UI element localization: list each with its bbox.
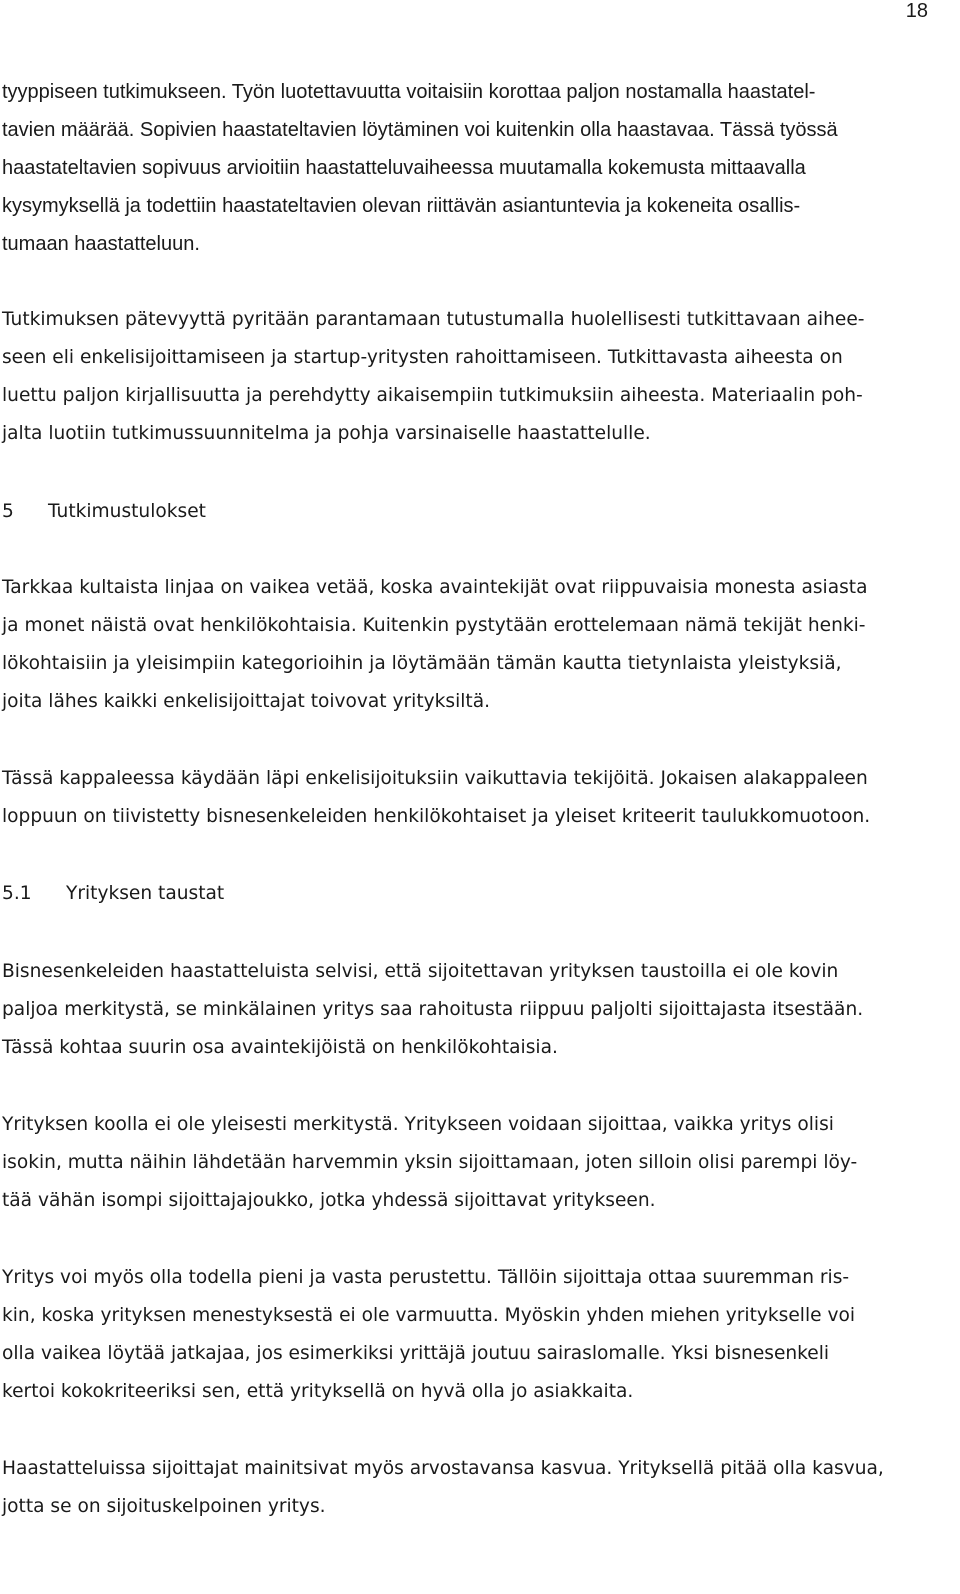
text-line: haastateltavien sopivuus arvioitiin haastatteluvaiheessa muutamalla kokemusta mittaavalla bbox=[2, 157, 806, 179]
text-line: seen eli enkelisijoittamiseen ja startup-yritysten rahoittamiseen. Tutkittavasta aiheesta on bbox=[2, 347, 843, 368]
text-line: olla vaikea löytää jatkajaa, jos esimerkiksi yrittäjä joutuu sairaslomalle. Yksi bisnesenkeli bbox=[2, 1343, 830, 1364]
text-line: ja monet näistä ovat henkilökohtaisia. Kuitenkin pystytään erottelemaan nämä tekijät henki- bbox=[2, 615, 866, 636]
text-line: lökohtaisiin ja yleisimpiin kategorioihin ja löytämään tämän kautta tietynlaista yleistyksiä, bbox=[2, 653, 842, 674]
text-line: Bisnesenkeleiden haastatteluista selvisi, että sijoitettavan yrityksen taustoilla ei ole kovin bbox=[2, 961, 839, 982]
page-number: 18 bbox=[905, 0, 928, 22]
text-line: Haastatteluissa sijoittajat mainitsivat myös arvostavansa kasvua. Yrityksellä pitää olla kasvua, bbox=[2, 1458, 884, 1479]
text-line: tavien määrää. Sopivien haastateltavien löytäminen voi kuitenkin olla haastavaa. Tässä työssä bbox=[2, 119, 838, 141]
text-line: luettu paljon kirjallisuutta ja perehdytty aikaisempiin tutkimuksiin aiheesta. Materiaalin poh- bbox=[2, 385, 863, 406]
text-line: jalta luotiin tutkimussuunnitelma ja pohja varsinaiselle haastattelulle. bbox=[2, 423, 651, 444]
text-line: Tutkimuksen pätevyyttä pyritään parantamaan tutustumalla huolellisesti tutkittavaan aihee- bbox=[2, 309, 865, 330]
text-line: Yritys voi myös olla todella pieni ja vasta perustettu. Tällöin sijoittaja ottaa suuremman ris- bbox=[2, 1267, 850, 1288]
text-line: Tässä kappaleessa käydään läpi enkelisijoituksiin vaikuttavia tekijöitä. Jokaisen alakappaleen bbox=[2, 768, 868, 789]
section-title: Yrityksen taustat bbox=[66, 883, 225, 904]
text-line: kertoi kokokriteeriksi sen, että yrityksellä on hyvä olla jo asiakkaita. bbox=[2, 1381, 634, 1402]
text-line: Yrityksen koolla ei ole yleisesti merkitystä. Yritykseen voidaan sijoittaa, vaikka yritys olisi bbox=[2, 1114, 834, 1135]
text-line: paljoa merkitystä, se minkälainen yritys saa rahoitusta riippuu paljolti sijoittajasta itsestään. bbox=[2, 999, 864, 1020]
text-line: joita lähes kaikki enkelisijoittajat toivovat yrityksiltä. bbox=[2, 691, 490, 712]
section-title: Tutkimustulokset bbox=[48, 501, 206, 522]
text-line: tää vähän isompi sijoittajajoukko, jotka yhdessä sijoittavat yritykseen. bbox=[2, 1190, 656, 1211]
text-line: Tarkkaa kultaista linjaa on vaikea vetää, koska avaintekijät ovat riippuvaisia monesta asiasta bbox=[2, 577, 868, 598]
text-line: loppuun on tiivistetty bisnesenkeleiden henkilökohtaiset ja yleiset kriteerit taulukkomuotoon. bbox=[2, 806, 871, 827]
text-line: kysymyksellä ja todettiin haastateltavien olevan riittävän asiantuntevia ja kokeneita osallis- bbox=[2, 195, 801, 217]
text-line: isokin, mutta näihin lähdetään harvemmin yksin sijoittamaan, joten silloin olisi parempi löy- bbox=[2, 1152, 858, 1173]
text-line: Tässä kohtaa suurin osa avaintekijöistä on henkilökohtaisia. bbox=[2, 1037, 558, 1058]
text-line: tyyppiseen tutkimukseen. Työn luotettavuutta voitaisiin korottaa paljon nostamalla haastatel- bbox=[2, 81, 816, 103]
text-line: jotta se on sijoituskelpoinen yritys. bbox=[2, 1496, 326, 1517]
text-line: tumaan haastatteluun. bbox=[2, 233, 200, 255]
section-number: 5 bbox=[2, 501, 14, 522]
section-number: 5.1 bbox=[2, 883, 32, 904]
text-line: kin, koska yrityksen menestyksestä ei ole varmuutta. Myöskin yhden miehen yritykselle voi bbox=[2, 1305, 856, 1326]
